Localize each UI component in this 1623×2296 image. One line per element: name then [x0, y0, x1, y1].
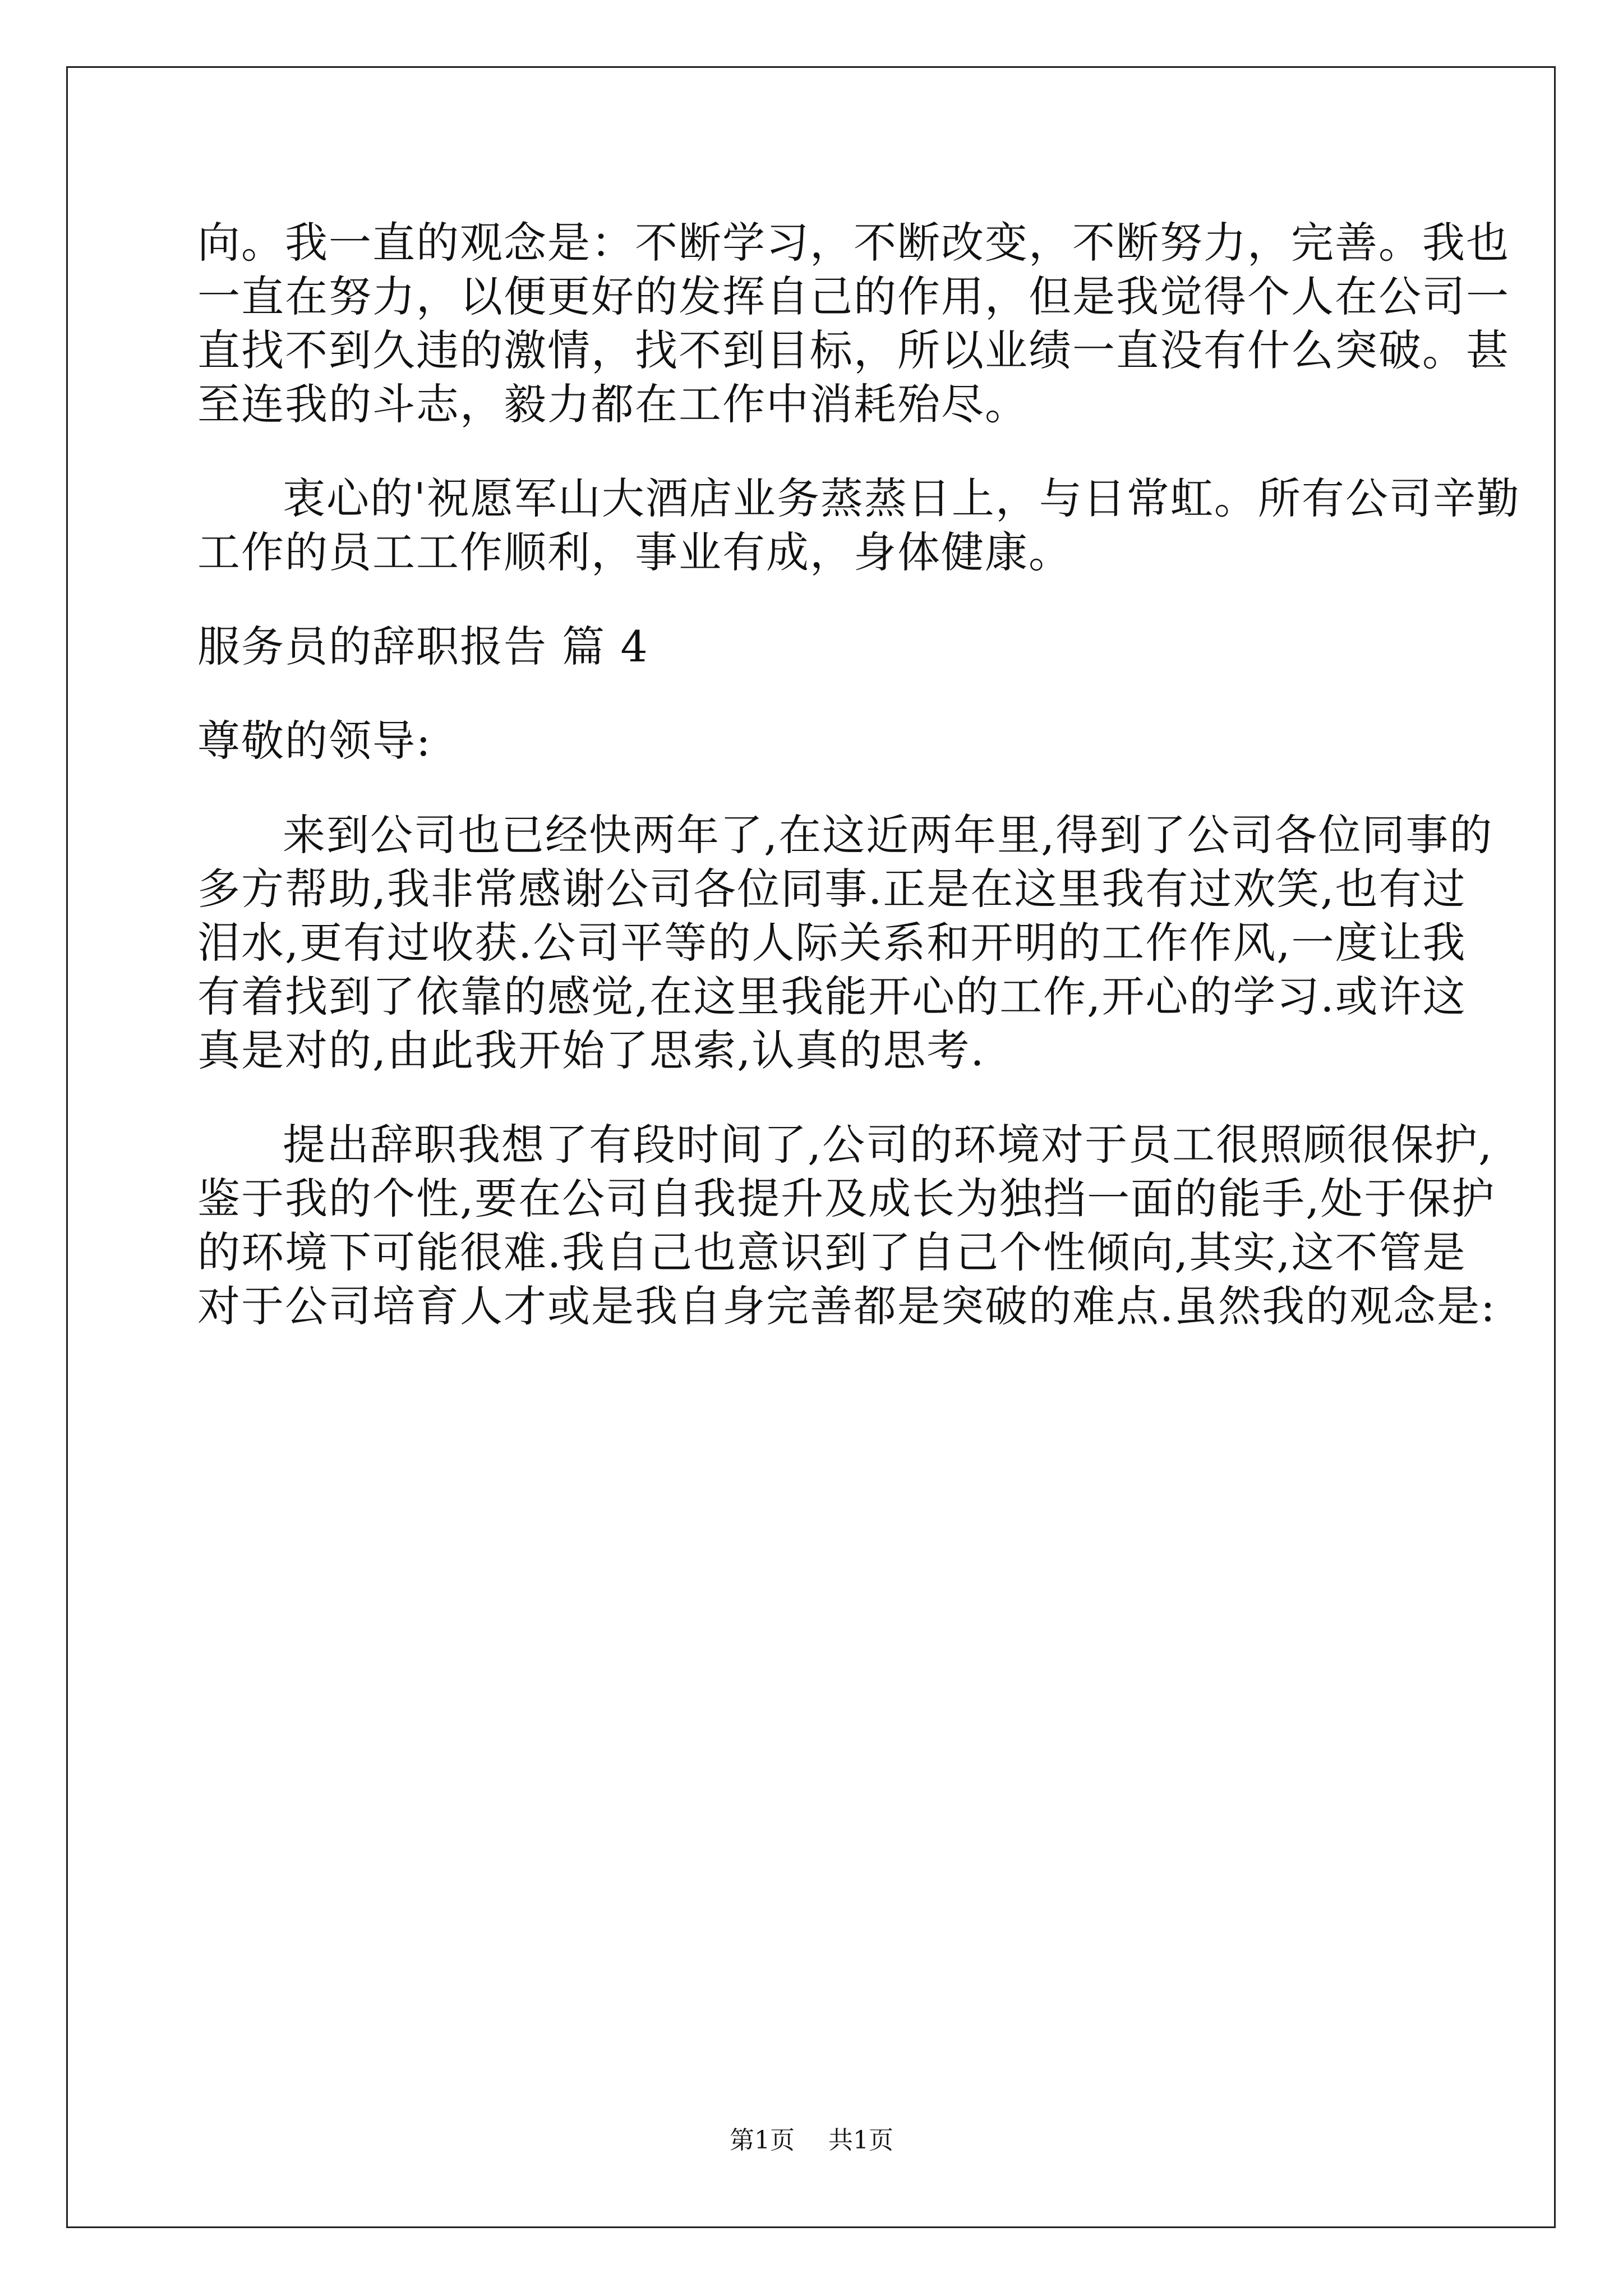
- text-line: 的环境下可能很难.我自己也意识到了自己个性倾向,其实,这不管是: [197, 1227, 1467, 1277]
- text-line: 鉴于我的个性,要在公司自我提升及成长为独挡一面的能手,处于保护: [197, 1174, 1496, 1223]
- section-title: 服务员的辞职报告 篇 4: [197, 622, 649, 671]
- text-line: 向。我一直的观念是：不断学习，不断改变，不断努力，完善。我也: [197, 218, 1510, 268]
- text-line: 来到公司也已经快两年了,在这近两年里,得到了公司各位同事的: [283, 810, 1493, 860]
- text-line: 至连我的斗志，毅力都在工作中消耗殆尽。: [197, 379, 1029, 429]
- text-line: 对于公司培育人才或是我自身完善都是突破的难点.虽然我的观念是:: [197, 1281, 1496, 1331]
- text-line: 多方帮助,我非常感谢公司各位同事.正是在这里我有过欢笑,也有过: [197, 864, 1467, 914]
- page-footer: [0, 2125, 1623, 2156]
- text-line: 泪水,更有过收获.公司平等的人际关系和开明的工作作风,一度让我: [197, 918, 1467, 968]
- document-body: [197, 216, 1520, 1333]
- text-line: 衷心的'祝愿军山大酒店业务蒸蒸日上，与日常虹。所有公司辛勤: [283, 473, 1520, 523]
- page-total: 共1页: [828, 2126, 893, 2155]
- text-line: 一直在努力，以便更好的发挥自己的作用，但是我觉得个人在公司一: [197, 272, 1510, 321]
- text-line: 真是对的,由此我开始了思索,认真的思考.: [197, 1025, 985, 1075]
- text-line: 提出辞职我想了有段时间了,公司的环境对于员工很照顾很保护,: [283, 1120, 1493, 1170]
- page-number: 第1页: [730, 2126, 795, 2155]
- text-line: 直找不到久违的激情，找不到目标，所以业绩一直没有什么突破。甚: [197, 325, 1510, 375]
- salutation: 尊敬的领导:: [197, 716, 432, 766]
- text-line: 有着找到了依靠的感觉,在这里我能开心的工作,开心的学习.或许这: [197, 972, 1467, 1022]
- text-line: 工作的员工工作顺利，事业有成，身体健康。: [197, 527, 1072, 577]
